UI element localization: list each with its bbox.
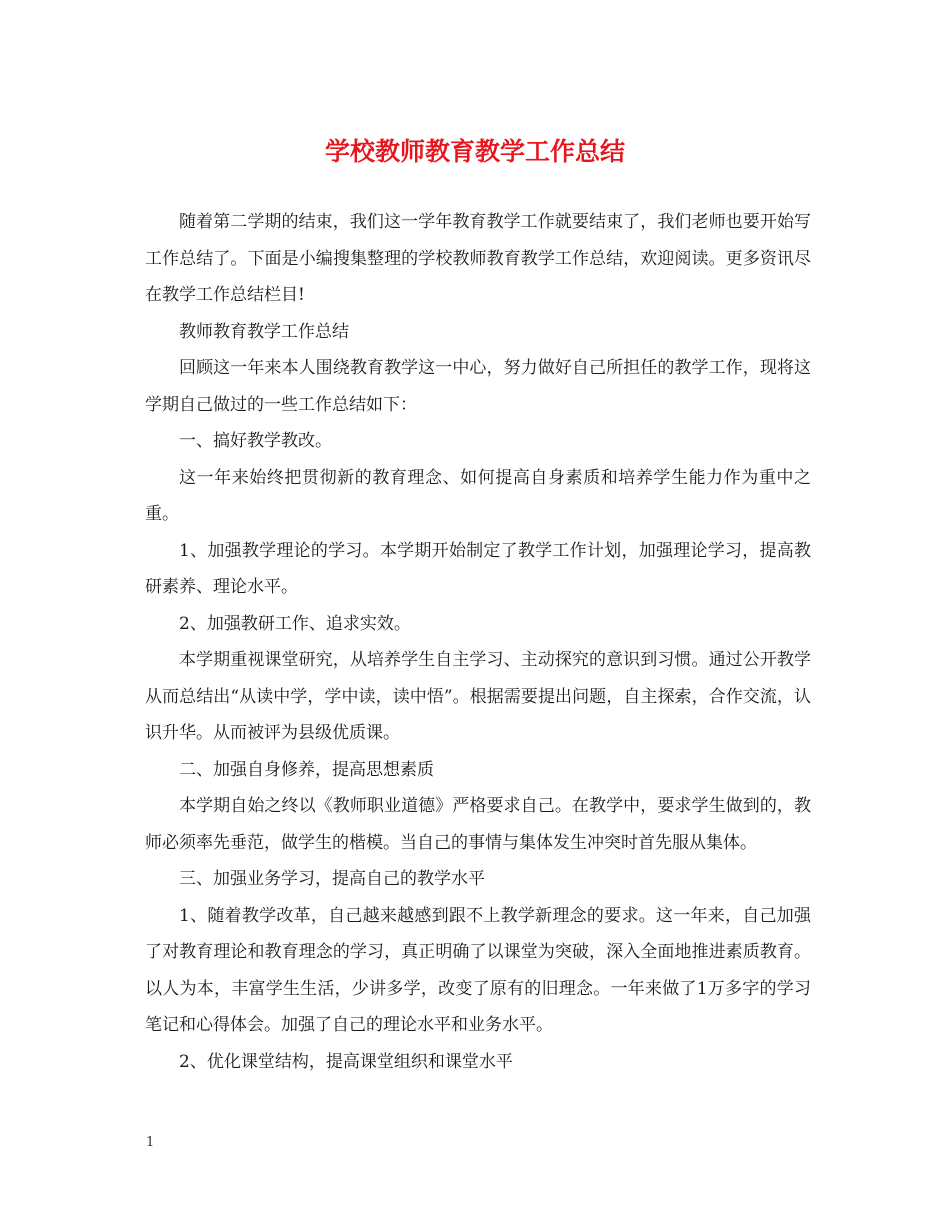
paragraph: 这一年来始终把贯彻新的教育理念、如何提高自身素质和培养学生能力作为重中之重。	[145, 467, 811, 524]
section-heading: 三、加强业务学习，提高自己的教学水平	[179, 869, 485, 889]
paragraph: 本学期重视课堂研究，从培养学生自主学习、主动探究的意识到习惯。通过公开教学从而总结出“从读中学，学中读，读中悟”。根据需要提出问题，自主探索，合作交流，认识升华。从而被评为县级优质课。	[145, 650, 811, 743]
paragraph: 随着第二学期的结束，我们这一学年教育教学工作就要结束了，我们老师也要开始写工作总结了。下面是小编搜集整理的学校教师教育教学工作总结，欢迎阅读。更多资讯尽在教学工作总结栏目!	[145, 212, 811, 305]
paragraph: 回顾这一年来本人围绕教育教学这一中心，努力做好自己所担任的教学工作，现将这学期自己做过的一些工作总结如下：	[145, 358, 811, 415]
paragraph: 教师教育教学工作总结	[179, 321, 349, 342]
section-heading: 二、加强自身修养，提高思想素质	[179, 759, 434, 780]
section-heading: 一、搞好教学教改。	[179, 431, 332, 451]
document-body	[145, 204, 811, 1080]
paragraph: 2、加强教研工作、追求实效。	[179, 613, 411, 634]
paragraph: 1、加强教学理论的学习。本学期开始制定了教学工作计划，加强理论学习，提高教研素养、理论水平。	[145, 540, 811, 597]
paragraph: 本学期自始之终以《教师职业道德》严格要求自己。在教学中，要求学生做到的，教师必须率先垂范，做学生的楷模。当自己的事情与集体发生冲突时首先服从集体。	[145, 796, 811, 853]
page-number: 1	[146, 1135, 155, 1150]
paragraph: 1、随着教学改革，自己越来越感到跟不上教学新理念的要求。这一年来，自己加强了对教育理论和教育理念的学习，真正明确了以课堂为突破，深入全面地推进素质教育。以人为本，丰富学生生活，少讲多学，改变了原有的旧理念。一年来做了1万多字的学习笔记和心得体会。加强了自己的理论水平和业务水平。	[145, 905, 811, 1035]
document-title: 学校教师教育教学工作总结	[324, 137, 625, 166]
paragraph: 2、优化课堂结构，提高课堂组织和课堂水平	[179, 1051, 513, 1072]
